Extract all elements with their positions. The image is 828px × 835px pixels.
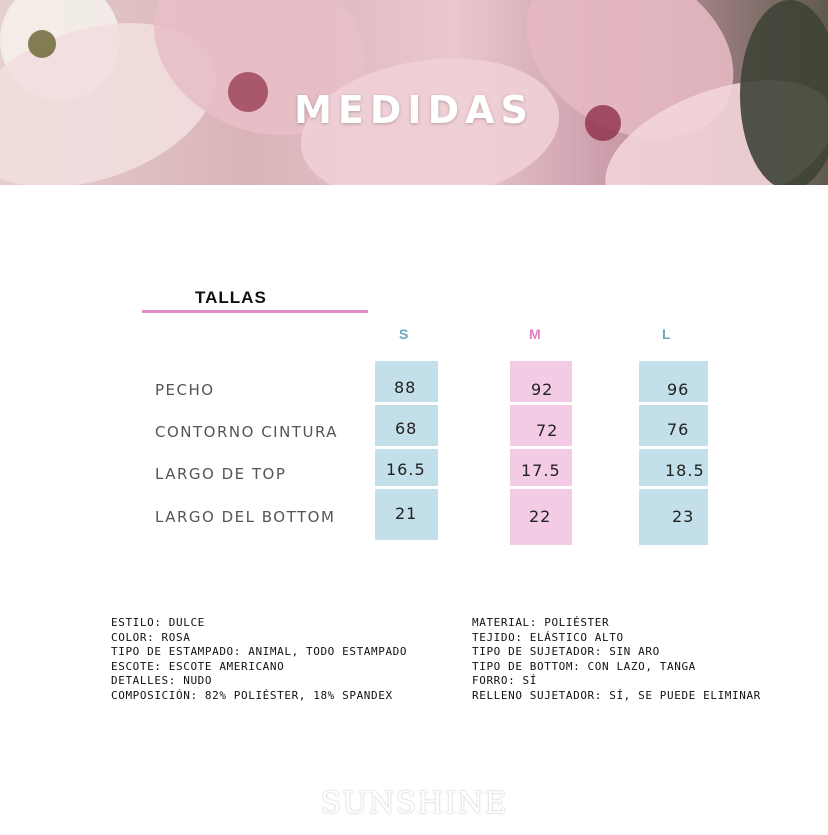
size-header-l: L — [662, 326, 671, 342]
size-table-heading: TALLAS — [195, 288, 267, 307]
detail-tejido: TEJIDO: ELÁSTICO ALTO — [472, 630, 624, 644]
heading-underline — [142, 310, 368, 313]
cell-bottom-m: 22 — [510, 489, 572, 545]
detail-bottom: TIPO DE BOTTOM: CON LAZO, TANGA — [472, 659, 696, 673]
header-banner — [0, 0, 828, 185]
cell-pecho-l: 96 — [639, 361, 708, 402]
cell-bottom-s: 21 — [375, 489, 438, 540]
detail-estampado: TIPO DE ESTAMPADO: ANIMAL, TODO ESTAMPADO — [111, 645, 408, 658]
flower-center — [28, 30, 56, 58]
details-left-column — [111, 616, 407, 703]
detail-material: MATERIAL: POLIÉSTER — [472, 616, 610, 629]
size-header-s: S — [399, 326, 409, 342]
row-label-pecho: PECHO — [155, 381, 215, 399]
cell-pecho-m: 92 — [510, 361, 572, 402]
cell-cintura-l: 76 — [639, 405, 708, 446]
cell-cintura-s: 68 — [375, 405, 438, 446]
page-title: MEDIDAS — [294, 88, 534, 132]
detail-estilo: ESTILO: DULCE — [111, 616, 205, 629]
row-label-largo-top: LARGO DE TOP — [155, 465, 287, 483]
row-label-largo-bottom: LARGO DEL BOTTOM — [155, 508, 336, 526]
sunshine-watermark-logo: SUNSHINE — [320, 786, 508, 821]
cell-cintura-m: 72 — [510, 405, 572, 446]
detail-escote: ESCOTE: ESCOTE AMERICANO — [111, 659, 285, 673]
cell-bottom-l: 23 — [639, 489, 708, 545]
detail-color: COLOR: ROSA — [111, 630, 191, 644]
detail-composicion: COMPOSICIÓN: 82% POLIÉSTER, 18% SPANDEX — [111, 688, 393, 702]
detail-forro: FORRO: SÍ — [472, 674, 538, 687]
detail-relleno: RELLENO SUJETADOR: SÍ, SE PUEDE ELIMINAR — [472, 688, 761, 702]
cell-top-s: 16.5 — [375, 449, 438, 486]
details-right-column — [472, 616, 761, 703]
cell-pecho-s: 88 — [375, 361, 438, 402]
detail-sujetador: TIPO DE SUJETADOR: SIN ARO — [472, 645, 660, 658]
cell-top-m: 17.5 — [510, 449, 572, 486]
detail-detalles: DETALLES: NUDO — [111, 674, 213, 687]
row-label-contorno-cintura: CONTORNO CINTURA — [155, 423, 339, 441]
cell-top-l: 18.5 — [639, 449, 708, 486]
size-header-m: M — [529, 326, 541, 342]
